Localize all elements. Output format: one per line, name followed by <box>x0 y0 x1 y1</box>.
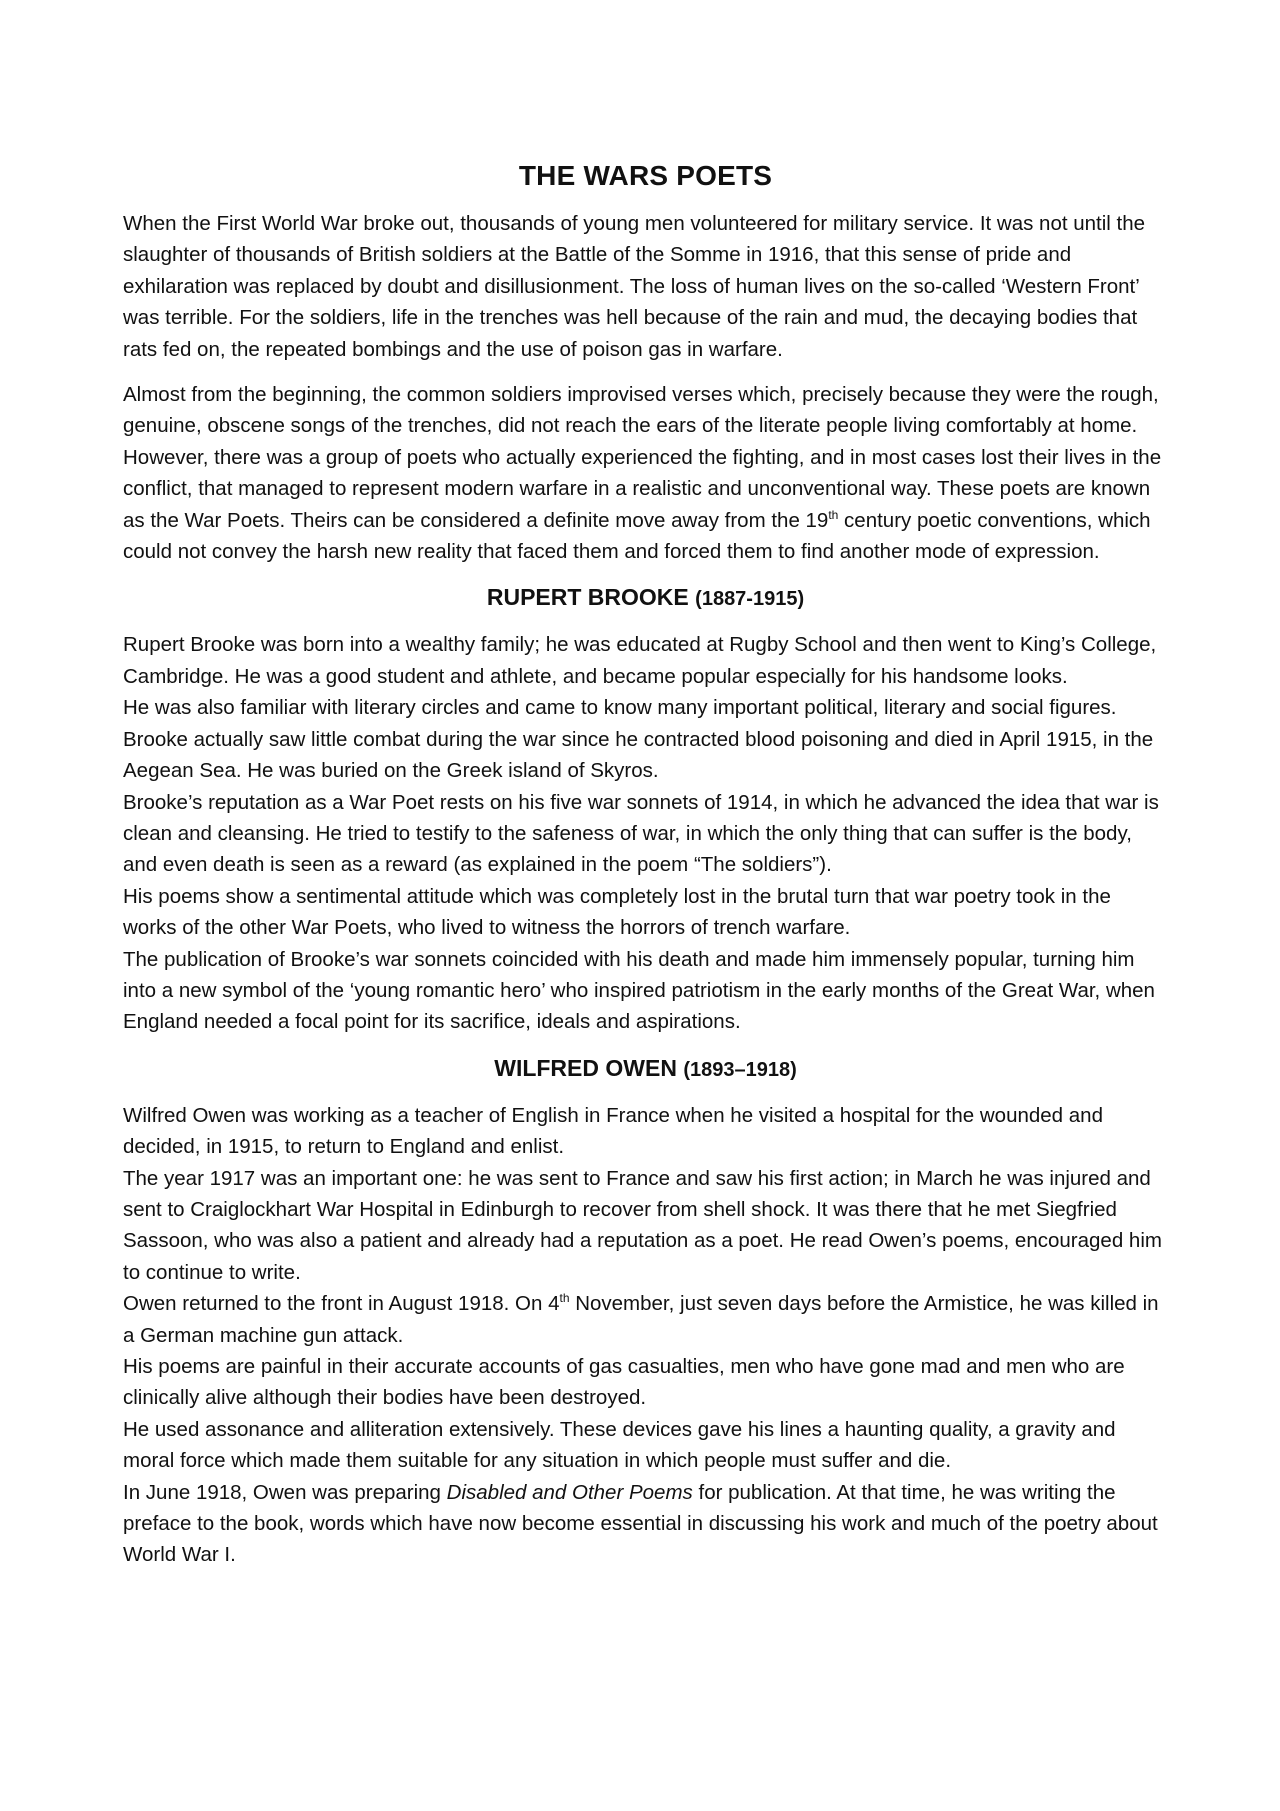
section-heading-brooke-name: RUPERT BROOKE <box>486 584 689 611</box>
intro-paragraph-2-text-a: Almost from the beginning, the common soldiers improvised verses which, precisely because they were the rough, genuine, obscene songs of the trenches, did not reach the ears of the literate people living comfortably at home. However, there was a group of poets who actually experienced the fighting, and in most cases lost their lives in the conflict, that managed to represent modern warfare in a realistic and unconventional way. These poets are known as the War Poets. Theirs can be considered a definite move away from the 19 <box>123 383 1162 532</box>
page-title: THE WARS POETS <box>518 160 773 191</box>
ordinal-suffix: th <box>559 1291 570 1306</box>
owen-line-5: He used assonance and alliteration extensively. These devices gave his lines a haunting quality, a gravity and moral force which made them suitable for any situation in which people must suffer and die. <box>123 1417 1116 1473</box>
intro-paragraph-1: When the First World War broke out, thousands of young men volunteered for military service. It was not until the slaughter of thousands of British soldiers at the Battle of the Somme in 1916, that this sense of pride and exhilaration was replaced by doubt and disillusionment. The loss of human lives on the so-called ‘Western Front’ was terrible. For the soldiers, life in the trenches was hell because of the rain and mud, the decaying bodies that rats fed on, the repeated bombings and the use of poison gas in warfare. <box>123 212 1146 361</box>
ordinal-suffix: th <box>828 507 839 522</box>
owen-line-3 <box>123 1288 1168 1351</box>
owen-line-3-text-a: Owen returned to the front in August 1918. On 4 <box>123 1292 560 1316</box>
owen-line-4: His poems are painful in their accurate accounts of gas casualties, men who have gone mad and men who are clinically alive although their bodies have been destroyed. <box>123 1355 1125 1410</box>
section-heading-brooke <box>123 581 1168 615</box>
brooke-line-6: The publication of Brooke’s war sonnets coincided with his death and made him immensely popular, turning him into a new symbol of the ‘young romantic hero’ who inspired patriotism in the early months of the Great War, when England needed a focal point for its sacrifice, ideals and aspirations. <box>123 947 1155 1034</box>
document-page <box>123 158 1168 1585</box>
owen-line-6-text-b: for publication. At that time, he was writing the preface to the book, words which have now become essential in discussing his work and much of the poetry about World War I. <box>123 1480 1158 1567</box>
brooke-line-3: Brooke actually saw little combat during the war since he contracted blood poisoning and died in April 1915, in the Aegean Sea. He was buried on the Greek island of Skyros. <box>123 727 1154 783</box>
brooke-section-body <box>123 629 1168 1037</box>
brooke-line-5: His poems show a sentimental attitude which was completely lost in the brutal turn that war poetry took in the works of the other War Poets, who lived to witness the horrors of trench warfare. <box>123 884 1111 940</box>
brooke-line-4: Brooke’s reputation as a War Poet rests on his five war sonnets of 1914, in which he advanced the idea that war is clean and cleansing. He tried to testify to the safeness of war, in which the only thing that can suffer is the body, and even death is seen as a reward (as explained in the poem “The soldiers”). <box>123 790 1159 877</box>
owen-line-6-text-a: In June 1918, Owen was preparing <box>123 1480 447 1504</box>
section-heading-owen <box>123 1052 1168 1086</box>
owen-line-1: Wilfred Owen was working as a teacher of English in France when he visited a hospital for the wounded and decided, in 1915, to return to England and enlist. <box>123 1103 1103 1159</box>
owen-line-3-text-b: November, just seven days before the Armistice, he was killed in a German machine gun attack. <box>123 1292 1159 1347</box>
owen-line-2: The year 1917 was an important one: he was sent to France and saw his first action; in March he was injured and sent to Craiglockhart War Hospital in Edinburgh to recover from shell shock. It was there that he met Siegfried Sassoon, who was also a patient and already had a reputation as a poet. He read Owen’s poems, encouraged him to continue to write. <box>123 1166 1162 1284</box>
owen-section-body <box>123 1100 1168 1571</box>
book-title: Disabled and Other Poems <box>446 1480 693 1504</box>
intro-paragraph-2-text-b: century poetic conventions, which could not convey the harsh new reality that faced them and forced them to find another mode of expression. <box>123 508 1151 564</box>
section-heading-owen-dates: (1893–1918) <box>683 1058 797 1081</box>
brooke-line-2: He was also familiar with literary circles and came to know many important political, literary and social figures. <box>123 696 1117 720</box>
section-heading-brooke-dates: (1887-1915) <box>695 588 805 611</box>
owen-line-6 <box>123 1477 1168 1571</box>
intro-paragraph-2 <box>123 379 1168 567</box>
section-heading-owen-name: WILFRED OWEN <box>494 1054 677 1081</box>
brooke-line-1: Rupert Brooke was born into a wealthy family; he was educated at Rugby School and then went to King’s College, Cambridge. He was a good student and athlete, and became popular especially for his handsome looks. <box>123 633 1157 688</box>
